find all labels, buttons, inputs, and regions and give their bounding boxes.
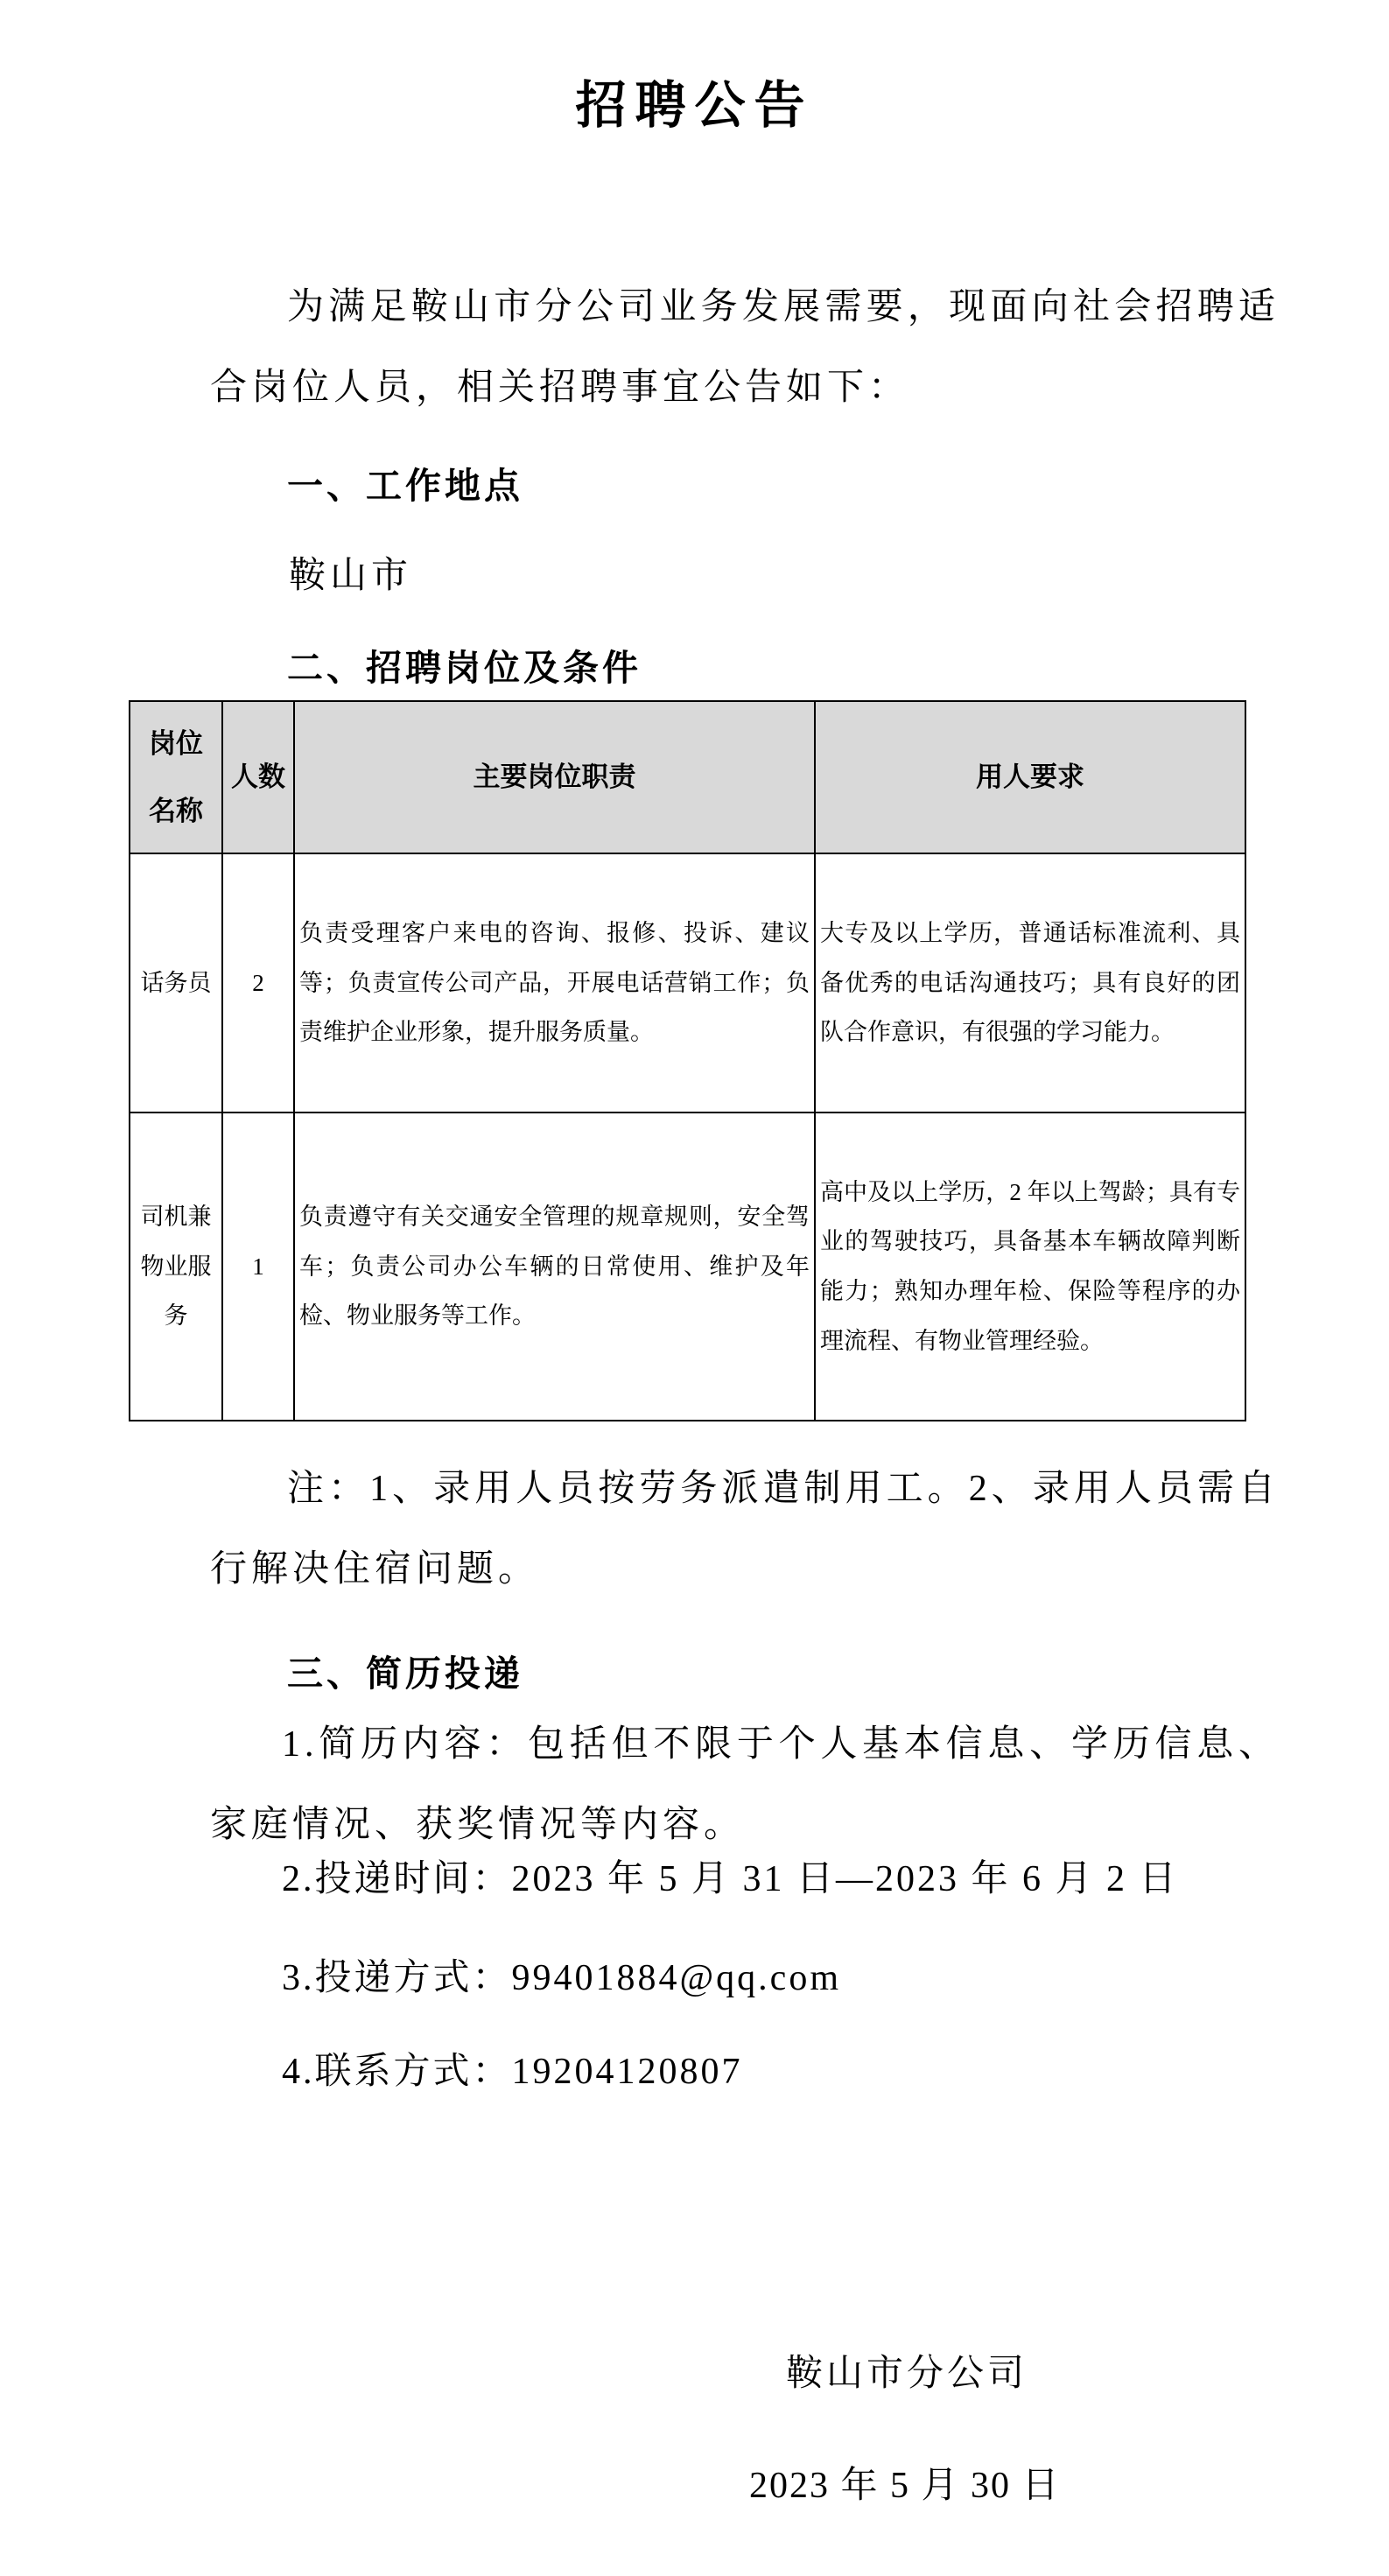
col-header-headcount: 人数 bbox=[222, 701, 294, 853]
submission-method-item: 3.投递方式：99401884@qq.com bbox=[282, 1958, 841, 1998]
section1-heading: 一、工作地点 bbox=[287, 466, 523, 506]
table-row-driver bbox=[130, 1113, 1245, 1421]
requirements-cell: 大专及以上学历，普通话标准流利、具备优秀的电话沟通技巧；具有良好的团队合作意识，有很强的学习能力。 bbox=[815, 853, 1245, 1113]
note-paragraph: 注：1、录用人员按劳务派遣制用工。2、录用人员需自行解决住宿问题。 bbox=[210, 1469, 1280, 1590]
col-header-main-duties: 主要岗位职责 bbox=[294, 701, 815, 853]
position-name-cell: 司机兼物业服务 bbox=[130, 1113, 222, 1421]
duties-cell: 负责遵守有关交通安全管理的规章规则，安全驾车；负责公司办公车辆的日常使用、维护及年检、物业服务等工作。 bbox=[294, 1113, 815, 1421]
headcount-cell: 1 bbox=[222, 1113, 294, 1421]
duties-cell: 负责受理客户来电的咨询、报修、投诉、建议等；负责宣传公司产品，开展电话营销工作；负责维护企业形象，提升服务质量。 bbox=[294, 853, 815, 1113]
work-location: 鞍山市 bbox=[289, 556, 413, 596]
signature-date: 2023 年 5 月 30 日 bbox=[749, 2466, 1061, 2506]
contact-item: 4.联系方式：19204120807 bbox=[282, 2052, 743, 2092]
section3-heading: 三、简历投递 bbox=[287, 1653, 523, 1694]
position-name-cell: 话务员 bbox=[130, 853, 222, 1113]
table-row-operator bbox=[130, 853, 1245, 1113]
col-header-position-name: 岗位名称 bbox=[130, 701, 222, 853]
submission-time-item: 2.投递时间：2023 年 5 月 31 日—2023 年 6 月 2 日 bbox=[282, 1859, 1179, 1899]
table-header-row bbox=[130, 701, 1245, 853]
signature-company: 鞍山市分公司 bbox=[786, 2354, 1028, 2394]
requirements-cell: 高中及以上学历，2 年以上驾龄；具有专业的驾驶技巧，具备基本车辆故障判断能力；熟知办理年检、保险等程序的办理流程、有物业管理经验。 bbox=[815, 1113, 1245, 1421]
intro-paragraph: 为满足鞍山市分公司业务发展需要，现面向社会招聘适合岗位人员，相关招聘事宜公告如下： bbox=[210, 287, 1280, 408]
resume-content-item: 1.简历内容：包括但不限于个人基本信息、学历信息、家庭情况、获奖情况等内容。 bbox=[210, 1724, 1280, 1845]
recruitment-table bbox=[129, 700, 1246, 1421]
headcount-cell: 2 bbox=[222, 853, 294, 1113]
document-title: 招聘公告 bbox=[575, 77, 814, 134]
section2-heading: 二、招聘岗位及条件 bbox=[287, 648, 642, 688]
col-header-requirements: 用人要求 bbox=[815, 701, 1245, 853]
